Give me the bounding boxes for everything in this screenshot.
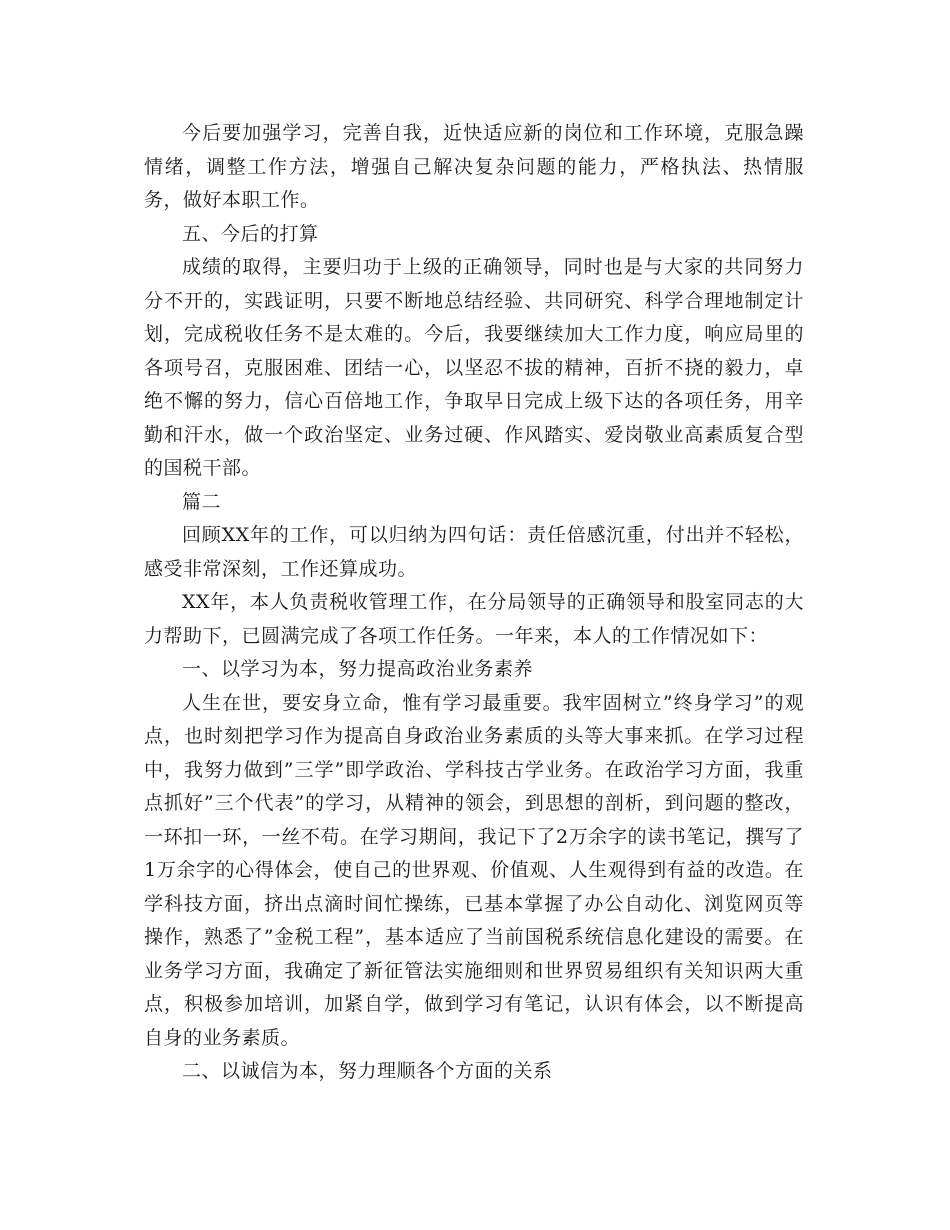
section-heading: 二、以诚信为本，努力理顺各个方面的关系: [182, 1060, 553, 1082]
paragraph: XX年，本人负责税收管理工作，在分局领导的正确领导和股室同志的大力帮助下，已圆满完成了各项工作任务。一年来，本人的工作情况如下：: [144, 591, 804, 647]
section-heading: 五、今后的打算: [182, 222, 319, 245]
document-body: [144, 117, 804, 1089]
paragraph: 回顾XX年的工作，可以归纳为四句话：责任倍感沉重，付出并不轻松，感受非常深刻，工作还算成功。: [144, 524, 804, 580]
paragraph: 人生在世，要安身立命，惟有学习最重要。我牢固树立”终身学习”的观点，也时刻把学习作为提高自身政治业务素质的头等大事来抓。在学习过程中，我努力做到”三学”即学政治、学科技古学业务。在政治学习方面，我重点抓好”三个代表”的学习，从精神的领会，到思想的剖析，到问题的整改，一环扣一环，一丝不苟。在学习期间，我记下了2万余字的读书笔记，撰写了1万余字的心得体会，使自己的世界观、价值观、人生观得到有益的改造。在学科技方面，挤出点滴时间忙操练，已基本掌握了办公自动化、浏览网页等操作，熟悉了”金税工程”，基本适应了当前国税系统信息化建设的需要。在业务学习方面，我确定了新征管法实施细则和世界贸易组织有关知识两大重点，积极参加培训，加紧自学，做到学习有笔记，认识有体会，以不断提高自身的业务素质。: [144, 691, 804, 1049]
section-heading: 一、以学习为本，努力提高政治业务素养: [182, 658, 534, 680]
paragraph: 今后要加强学习，完善自我，近快适应新的岗位和工作环境，克服急躁情绪，调整工作方法，增强自己解决复杂问题的能力，严格执法、热情服务，做好本职工作。: [144, 122, 804, 211]
section-heading: 篇二: [182, 490, 222, 513]
paragraph: 成绩的取得，主要归功于上级的正确领导，同时也是与大家的共同努力分不开的，实践证明，只要不断地总结经验、共同研究、科学合理地制定计划，完成税收任务不是太难的。今后，我要继续加大工作力度，响应局里的各项号召，克服困难、团结一心，以坚忍不拔的精神，百折不挠的毅力，卓绝不懈的努力，信心百倍地工作，争取早日完成上级下达的各项任务，用辛勤和汗水，做一个政治坚定、业务过硬、作风踏实、爱岗敬业高素质复合型的国税干部。: [144, 256, 804, 479]
